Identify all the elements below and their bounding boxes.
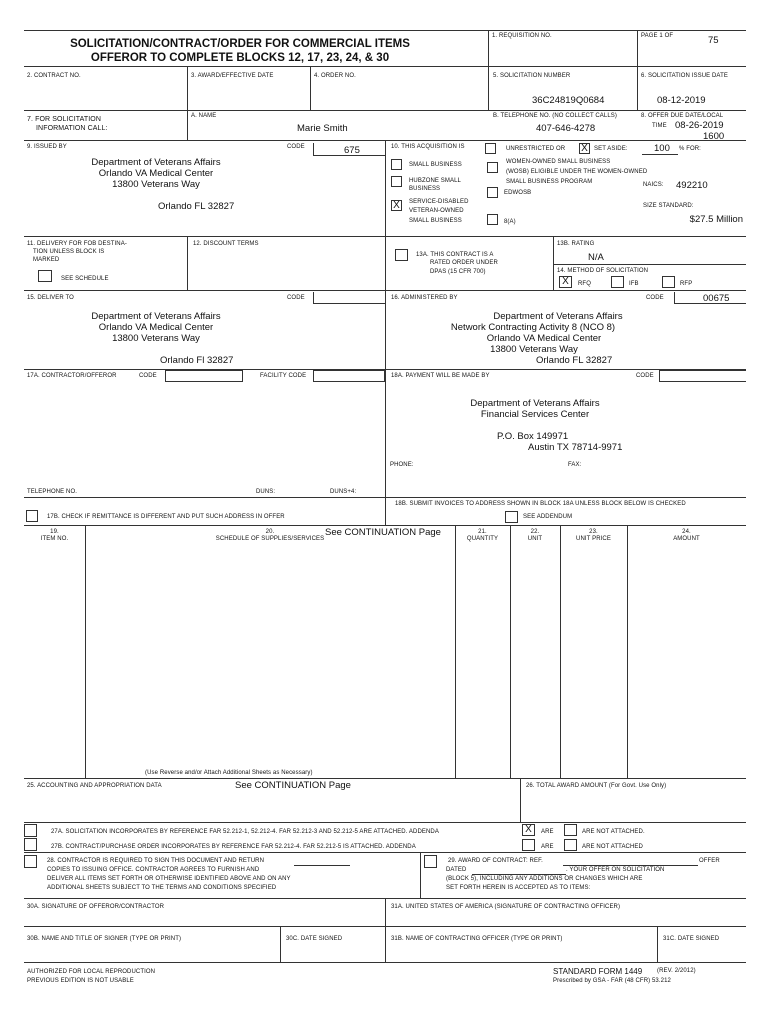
issued-code: 675 <box>344 145 360 156</box>
rated-order-label-2: RATED ORDER UNDER <box>430 260 498 266</box>
clause-29-checkbox[interactable] <box>424 855 437 868</box>
divider <box>280 926 281 962</box>
col-amount-num: 24. <box>682 529 691 535</box>
clause-29-line-3: (BLOCK 5), INCLUDING ANY ADDITIONS OR CHANGES WHICH ARE <box>446 876 643 882</box>
clause-29-line-1: 29. AWARD OF CONTRACT: REF. <box>448 858 543 864</box>
addenda-are-checkbox[interactable]: X <box>522 824 535 836</box>
deliver-line-3: 13800 Veterans Way <box>112 333 200 344</box>
dated-blank[interactable] <box>472 874 566 875</box>
divider <box>385 898 386 962</box>
divider <box>187 236 188 290</box>
addenda-b-are-label: ARE <box>541 844 554 850</box>
wosb-checkbox[interactable] <box>487 162 498 173</box>
issued-by-label: 9. ISSUED BY <box>27 144 67 150</box>
payment-label: 18A. PAYMENT WILL BE MADE BY <box>391 373 490 379</box>
delivery-label: 11. DELIVERY FOR FOB DESTINA- <box>27 241 127 247</box>
size-standard-label: SIZE STANDARD: <box>643 203 694 209</box>
wosb-label: WOMEN-OWNED SMALL BUSINESS <box>506 159 611 165</box>
administered-by-label: 16. ADMINISTERED BY <box>391 295 458 301</box>
duns-label: DUNS: <box>256 489 276 495</box>
total-award-label: 26. TOTAL AWARD AMOUNT (For Govt. Use Only) <box>526 783 667 789</box>
divider <box>520 778 521 822</box>
solicitation-number: 36C24819Q0684 <box>532 95 605 106</box>
method-label: 14. METHOD OF SOLICITATION <box>557 268 649 274</box>
col-schedule: SCHEDULE OF SUPPLIES/SERVICES <box>215 536 325 542</box>
issued-line-1: Department of Veterans Affairs <box>91 157 221 168</box>
sdvosb-label-3: SMALL BUSINESS <box>409 218 462 224</box>
clause-27a-checkbox[interactable] <box>24 824 37 837</box>
payment-line-4: Austin TX 78714-9971 <box>528 442 623 453</box>
delivery-label-3: MARKED <box>33 257 60 263</box>
issue-date: 08-12-2019 <box>657 95 706 106</box>
admin-line-5: Orlando FL 32827 <box>536 355 613 366</box>
divider <box>187 66 188 140</box>
divider <box>24 525 746 526</box>
payment-line-3: P.O. Box 149971 <box>497 431 569 442</box>
col-schedule-num: 20. <box>265 529 275 535</box>
ifb-label: IFB <box>629 281 639 287</box>
clause-27a-label: 27A. SOLICITATION INCORPORATES BY REFERENCE FAR 52.212-1, 52.212-4. FAR 52.212-3 AND 52.212-5 ARE ATTACHED. ADDENDA <box>51 829 439 835</box>
deliver-line-2: Orlando VA Medical Center <box>98 322 214 333</box>
accounting-label: 25. ACCOUNTING AND APPROPRIATION DATA <box>27 783 162 789</box>
sdvosb-label: SERVICE-DISABLED <box>409 199 469 205</box>
deliver-to-label: 15. DELIVER TO <box>27 295 74 301</box>
divider <box>560 525 561 778</box>
divider <box>488 30 489 110</box>
contract-no-label: 2. CONTRACT NO. <box>27 73 81 79</box>
divider <box>657 926 658 962</box>
divider <box>455 525 456 778</box>
officer-signature-label: 31A. UNITED STATES OF AMERICA (SIGNATURE OF CONTRACTING OFFICER) <box>391 904 621 910</box>
solicitation-number-label: 5. SOLICITATION NUMBER <box>493 73 571 79</box>
contractor-code-input[interactable] <box>165 370 243 382</box>
facility-code-label: FACILITY CODE <box>260 373 307 379</box>
payment-code-label: CODE <box>636 373 654 379</box>
phone-label: PHONE: <box>390 462 414 468</box>
info-call-label-2: INFORMATION CALL: <box>36 125 108 132</box>
officer-date-label: 31C. DATE SIGNED <box>663 936 720 942</box>
deliver-line-4: Orlando Fl 32827 <box>160 355 234 366</box>
telephone-label: B. TELEPHONE NO. (NO COLLECT CALLS) <box>493 113 617 119</box>
divider <box>637 30 638 110</box>
small-business-checkbox[interactable] <box>391 159 402 170</box>
offer-due-date: 08-26-2019 <box>675 120 724 131</box>
divider <box>627 525 628 778</box>
clause-28-checkbox[interactable] <box>24 855 37 868</box>
admin-line-1: Department of Veterans Affairs <box>493 311 623 322</box>
addenda-b-are-checkbox[interactable] <box>522 839 535 851</box>
remittance-checkbox[interactable] <box>26 510 38 522</box>
col-quantity: QUANTITY <box>466 536 499 542</box>
signer-name-label: 30B. NAME AND TITLE OF SIGNER (TYPE OR PRINT) <box>27 936 182 942</box>
form-bottom-border <box>24 962 746 963</box>
col-amount: AMOUNT <box>673 536 700 542</box>
order-no-label: 4. ORDER NO. <box>314 73 356 79</box>
divider <box>420 852 421 898</box>
set-aside-label: SET ASIDE: <box>594 146 628 152</box>
wosb-label-3: SMALL BUSINESS PROGRAM <box>506 179 593 185</box>
col-unit-price-num: 23. <box>589 529 598 535</box>
addenda-are-label: ARE <box>541 829 554 835</box>
submit-invoices-label: 18B. SUBMIT INVOICES TO ADDRESS SHOWN IN BLOCK 18A UNLESS BLOCK BELOW IS CHECKED <box>395 501 686 507</box>
divider <box>313 303 385 304</box>
ref-blank[interactable] <box>563 865 698 866</box>
offer-due-label: 8. OFFER DUE DATE/LOCAL <box>641 113 724 119</box>
edwosb-label: EDWOSB <box>504 190 532 196</box>
clause-28-line-1: 28. CONTRACTOR IS REQUIRED TO SIGN THIS DOCUMENT AND RETURN <box>47 858 265 864</box>
rating-value: N/A <box>588 252 604 263</box>
percent-for-label: % FOR: <box>679 146 701 152</box>
see-continuation-schedule: See CONTINUATION Page <box>325 527 441 538</box>
form-revision: (REV. 2/2012) <box>657 968 696 974</box>
form-subtitle: OFFEROR TO COMPLETE BLOCKS 12, 17, 23, 24, & 30 <box>90 52 390 64</box>
see-addendum-checkbox[interactable] <box>505 511 518 523</box>
issued-line-3: 13800 Veterans Way <box>112 179 200 190</box>
col-unit-price: UNIT PRICE <box>576 536 611 542</box>
rfp-label: RFP <box>680 281 693 287</box>
divider <box>85 525 86 778</box>
sdvosb-checkbox[interactable]: X <box>391 200 402 211</box>
divider <box>313 292 314 303</box>
form-number: STANDARD FORM 1449 <box>553 967 643 976</box>
footer-edition: PREVIOUS EDITION IS NOT USABLE <box>27 978 134 984</box>
payment-code-input[interactable] <box>659 370 746 382</box>
divider <box>553 264 746 265</box>
admin-line-3: Orlando VA Medical Center <box>486 333 602 344</box>
issued-code-label: CODE <box>287 144 305 150</box>
delivery-label-2: TION UNLESS BLOCK IS <box>33 249 105 255</box>
rated-order-checkbox[interactable] <box>395 249 408 261</box>
ifb-checkbox[interactable] <box>611 276 624 288</box>
acquisition-label: 10. THIS ACQUISITION IS <box>391 144 465 150</box>
hubzone-label: HUBZONE SMALL <box>409 178 461 184</box>
set-aside-percent: 100 <box>654 143 670 154</box>
rfq-label: RFQ <box>578 281 591 287</box>
deliver-line-1: Department of Veterans Affairs <box>91 311 221 322</box>
remittance-label: 17B. CHECK IF REMITTANCE IS DIFFERENT AND PUT SUCH ADDRESS IN OFFER <box>47 514 285 520</box>
divider <box>510 525 511 778</box>
divider <box>24 822 746 823</box>
addenda-are-not-label: ARE NOT ATTACHED. <box>582 829 645 835</box>
deliver-code-label: CODE <box>287 295 305 301</box>
time-label: TIME <box>652 123 667 129</box>
rfq-checkbox[interactable]: X <box>559 276 572 288</box>
col-item-no-num: 19. <box>50 529 59 535</box>
facility-code-input[interactable] <box>313 370 385 382</box>
fax-label: FAX: <box>568 462 582 468</box>
clause-27b-checkbox[interactable] <box>24 838 37 851</box>
divider <box>385 140 386 525</box>
form-title: SOLICITATION/CONTRACT/ORDER FOR COMMERCIAL ITEMS <box>70 38 410 50</box>
size-standard-value: $27.5 Million <box>689 214 743 225</box>
payment-line-2: Financial Services Center <box>480 409 590 420</box>
eight-a-checkbox[interactable] <box>487 214 498 225</box>
contact-name: Marie Smith <box>297 123 348 134</box>
col-unit-num: 22. <box>530 529 540 535</box>
admin-code: 00675 <box>703 293 730 304</box>
requisition-label: 1. REQUISITION NO. <box>492 33 552 39</box>
copies-blank[interactable] <box>294 865 350 866</box>
divider <box>553 236 554 290</box>
see-schedule-checkbox[interactable] <box>38 270 52 282</box>
admin-code-label: CODE <box>646 295 664 301</box>
clause-28-line-2: COPIES TO ISSUING OFFICE. CONTRACTOR AGREES TO FURNISH AND <box>47 867 260 873</box>
naics-label: NAICS: <box>643 182 664 188</box>
name-label: A. NAME <box>191 113 217 119</box>
signer-date-label: 30C. DATE SIGNED <box>286 936 343 942</box>
duns4-label: DUNS+4: <box>330 489 357 495</box>
divider <box>642 154 678 155</box>
discount-terms-label: 12. DISCOUNT TERMS <box>193 241 259 247</box>
unrestricted-label: UNRESTRICTED OR <box>506 146 566 152</box>
clause-28-line-4: ADDITIONAL SHEETS SUBJECT TO THE TERMS AND CONDITIONS SPECIFIED <box>47 885 277 891</box>
clause-29-dated: DATED <box>446 867 467 873</box>
info-call-label: 7. FOR SOLICITATION <box>27 116 101 123</box>
reverse-note: (Use Reverse and/or Attach Additional Sheets as Necessary) <box>145 770 313 776</box>
payment-line-1: Department of Veterans Affairs <box>470 398 600 409</box>
admin-line-2: Network Contracting Activity 8 (NCO 8) <box>450 322 616 333</box>
see-addendum-label: SEE ADDENDUM <box>523 514 573 520</box>
prescribed-by: Prescribed by GSA - FAR (48 CFR) 53.212 <box>553 978 671 984</box>
clause-29-line-2: . YOUR OFFER ON SOLICITATION <box>566 867 665 873</box>
divider <box>674 292 675 303</box>
telephone-value: 407-646-4278 <box>536 123 596 134</box>
addenda-b-are-not-label: ARE NOT ATTACHED <box>582 844 643 850</box>
divider <box>24 852 746 853</box>
edwosb-checkbox[interactable] <box>487 187 498 198</box>
telephone-no-label: TELEPHONE NO. <box>27 489 77 495</box>
unrestricted-checkbox[interactable] <box>485 143 496 154</box>
see-continuation-accounting: See CONTINUATION Page <box>235 780 351 791</box>
page-label: PAGE 1 OF <box>641 33 674 39</box>
footer-reproduction: AUTHORIZED FOR LOCAL REPRODUCTION <box>27 969 156 975</box>
see-schedule-label: SEE SCHEDULE <box>61 276 109 282</box>
issue-date-label: 6. SOLICITATION ISSUE DATE <box>641 73 728 79</box>
divider <box>24 497 385 498</box>
contractor-label: 17A. CONTRACTOR/OFFEROR <box>27 373 117 379</box>
col-quantity-num: 21. <box>478 529 487 535</box>
addenda-are-not-checkbox[interactable] <box>564 824 577 836</box>
col-item-no: ITEM NO. <box>40 536 69 542</box>
sdvosb-label-2: VETERAN-OWNED <box>409 208 464 214</box>
rated-order-label: 13A. THIS CONTRACT IS A <box>416 252 494 258</box>
small-business-label: SMALL BUSINESS <box>409 162 462 168</box>
issued-line-2: Orlando VA Medical Center <box>98 168 214 179</box>
wosb-label-2: (WOSB) ELIGIBLE UNDER THE WOMEN-OWNED <box>506 169 648 175</box>
set-aside-checkbox[interactable]: X <box>579 143 590 154</box>
clause-29-line-4: SET FORTH HEREIN IS ACCEPTED AS TO ITEMS: <box>446 885 591 891</box>
admin-line-4: 13800 Veterans Way <box>490 344 578 355</box>
offeror-signature-label: 30A. SIGNATURE OF OFFEROR/CONTRACTOR <box>27 904 165 910</box>
divider <box>313 143 314 155</box>
hubzone-label-2: BUSINESS <box>409 186 441 192</box>
divider <box>24 778 746 779</box>
rfp-checkbox[interactable] <box>662 276 675 288</box>
clause-29-offer: OFFER <box>699 858 720 864</box>
divider <box>385 497 746 498</box>
rating-label: 13B. RATING <box>557 241 595 247</box>
hubzone-checkbox[interactable] <box>391 176 402 187</box>
rated-order-label-3: DPAS (15 CFR 700) <box>430 269 486 275</box>
addenda-b-are-not-checkbox[interactable] <box>564 839 577 851</box>
page-total: 75 <box>708 35 719 46</box>
clause-28-line-3: DELIVER ALL ITEMS SET FORTH OR OTHERWISE IDENTIFIED ABOVE AND ON ANY <box>47 876 291 882</box>
clause-27b-label: 27B. CONTRACT/PURCHASE ORDER INCORPORATES BY REFERENCE FAR 52.212-4. FAR 52.212-5 IS ATTACHED. ADDENDA <box>51 844 416 850</box>
divider <box>310 66 311 110</box>
offer-due-time: 1600 <box>703 131 725 142</box>
eight-a-label: 8(A) <box>504 219 516 225</box>
contractor-code-label: CODE <box>139 373 157 379</box>
issued-line-4: Orlando FL 32827 <box>158 201 235 212</box>
award-date-label: 3. AWARD/EFFECTIVE DATE <box>191 73 274 79</box>
naics-value: 492210 <box>676 180 708 191</box>
officer-name-label: 31B. NAME OF CONTRACTING OFFICER (TYPE OR PRINT) <box>391 936 563 942</box>
divider <box>24 110 746 111</box>
col-unit: UNIT <box>527 536 543 542</box>
